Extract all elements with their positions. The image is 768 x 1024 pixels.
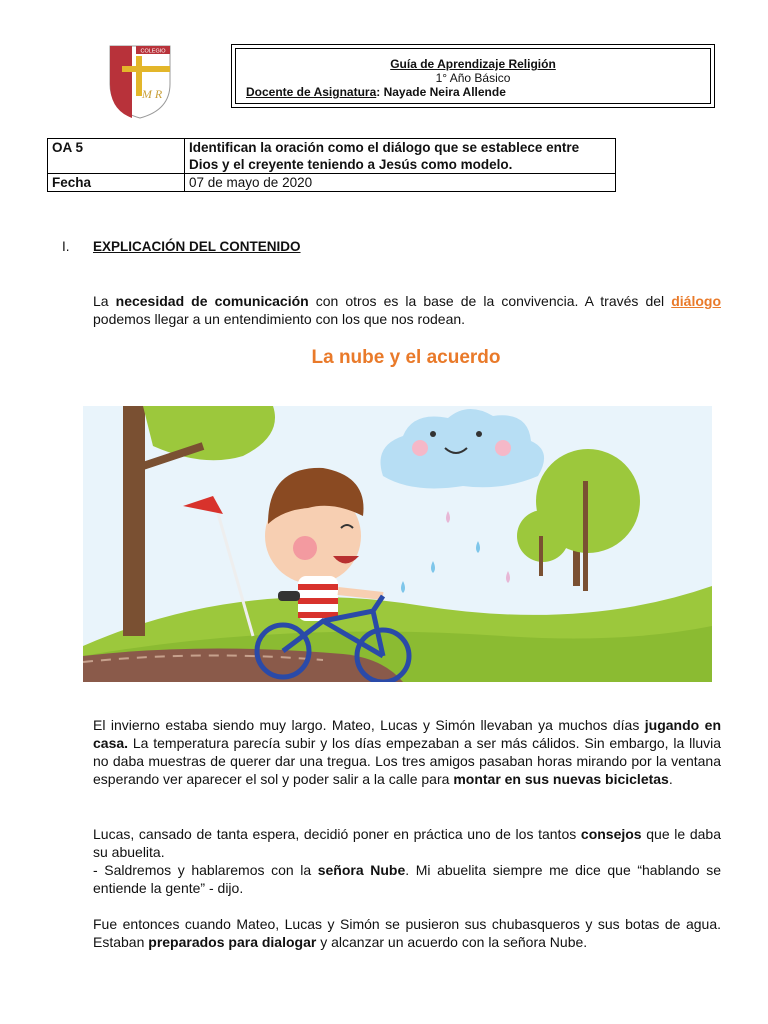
section-title: EXPLICACIÓN DEL CONTENIDO <box>93 239 301 254</box>
section-number: I. <box>62 239 70 254</box>
story-illustration <box>83 406 712 682</box>
story-paragraph-2 <box>93 825 721 861</box>
intro-paragraph <box>93 292 721 328</box>
date-value: 07 de mayo de 2020 <box>185 174 616 192</box>
story-paragraph-4 <box>93 915 721 951</box>
p1-text-a: El invierno estaba siendo muy largo. Mateo, Lucas y Simón llevaban ya muchos días <box>93 717 645 733</box>
p4-bold-1: preparados para dialogar <box>148 934 317 950</box>
story-paragraph-1 <box>93 716 721 788</box>
p3-bold-1: señora Nube <box>317 862 406 878</box>
story-title: La nube y el acuerdo <box>311 347 501 368</box>
objective-table <box>47 138 616 192</box>
story-paragraph-3 <box>93 861 721 897</box>
teacher-name: Nayade Neira Allende <box>383 85 506 99</box>
p2-text-a: Lucas, cansado de tanta espera, decidió poner en práctica uno de los tantos <box>93 826 581 842</box>
teacher-line <box>246 85 506 99</box>
logo-text: COLEGIO <box>140 48 166 55</box>
p3-text-a: - Saldremos y hablaremos con la <box>93 862 318 878</box>
intro-text-2: con otros es la base de la convivencia. A través del <box>308 293 672 309</box>
p1-text-c: La temperatura parecía subir y los días empezaban a ser más cálidos. Sin embargo, la lluvia no daba muestras de querer dar una tregua. Los tres amigos pasaban horas mirando por la ventana esperando ver aparecer el sol y poder salir a la calle para <box>93 735 721 787</box>
guide-title: Guía de Aprendizaje Religión <box>390 57 556 71</box>
p4-text-a: Fue entonces cuando Mateo, Lucas y Simón se pusieron sus chubasqueros y sus botas de agua. Estaban <box>93 916 721 950</box>
logo-initials: M R <box>141 87 163 101</box>
school-logo <box>108 44 172 120</box>
intro-bold-1: necesidad de comunicación <box>115 293 309 309</box>
intro-dialogo: diálogo <box>671 293 721 309</box>
header-box <box>231 44 715 108</box>
oa-text: Identifican la oración como el diálogo que se establece entre Dios y el creyente teniendo a Jesús como modelo. <box>185 139 616 174</box>
teacher-label: Docente de Asignatura <box>246 85 377 99</box>
oa-label: OA 5 <box>48 139 185 174</box>
p2-text-c: que le daba su abuelita. <box>93 826 721 860</box>
grade-label: 1° Año Básico <box>435 71 511 85</box>
date-label: Fecha <box>48 174 185 192</box>
p1-text-d: . <box>668 771 673 787</box>
intro-text-3: podemos llegar a un entendimiento con los que nos rodean. <box>93 311 466 327</box>
p1-bold-1: jugando en casa. <box>93 717 722 751</box>
p1-bold-2: montar en sus nuevas bicicletas <box>453 771 669 787</box>
p2-bold-1: consejos <box>580 826 642 842</box>
intro-text-1: La <box>93 293 116 309</box>
p3-text-c: . Mi abuelita siempre me dice que “hablando se entiende la gente” - dijo. <box>93 862 721 896</box>
teacher-sep: : <box>376 85 381 99</box>
p4-text-c: y alcanzar un acuerdo con la señora Nube. <box>316 934 588 950</box>
